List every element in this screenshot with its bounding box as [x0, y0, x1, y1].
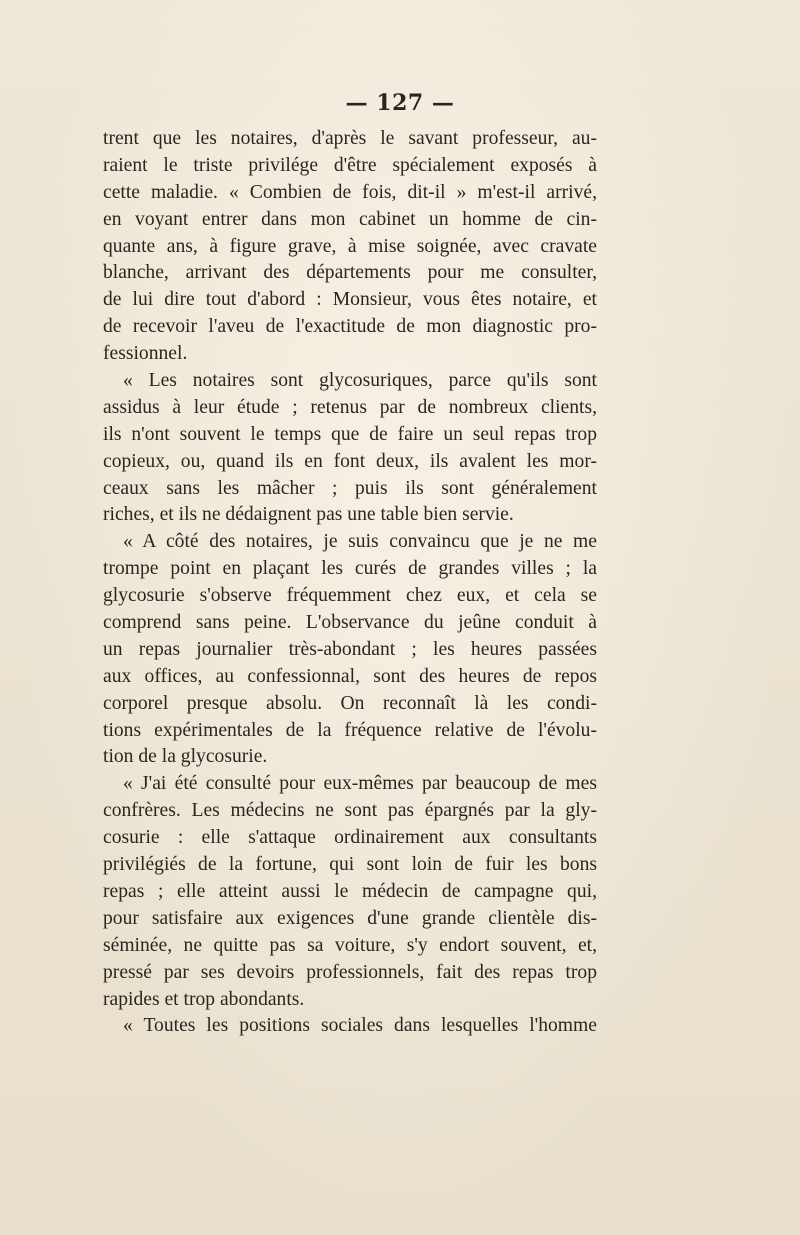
text-line: repas ; elle atteint aussi le médecin de campagne qui,	[103, 880, 597, 902]
text-line: « J'ai été consulté pour eux-mêmes par beaucoup de mes	[123, 773, 597, 795]
text-line: glycosurie s'observe fréquemment chez eux, et cela se	[103, 585, 597, 607]
text-line: un repas journalier très-abondant ; les heures passées	[103, 638, 597, 660]
text-line: trent que les notaires, d'après le savant professeur, au-	[103, 128, 597, 149]
text-line: « A côté des notaires, je suis convaincu que je ne me	[123, 531, 597, 553]
text-line: tions expérimentales de la fréquence relative de l'évolu-	[103, 719, 597, 741]
text-line: de recevoir l'aveu de l'exactitude de mon diagnostic pro-	[103, 316, 597, 338]
text-line: rapides et trop abondants.	[103, 988, 305, 1010]
text-line: ceaux sans les mâcher ; puis ils sont généralement	[103, 477, 597, 499]
text-line: blanche, arrivant des départements pour me consulter,	[103, 262, 597, 284]
text-line: « Toutes les positions sociales dans lesquelles l'homme	[123, 1015, 597, 1037]
text-line: riches, et ils ne dédaignent pas une table bien servie.	[103, 504, 514, 526]
text-line: corporel presque absolu. On reconnaît là les condi-	[103, 692, 597, 714]
text-line: cosurie : elle s'attaque ordinairement aux consultants	[103, 827, 597, 849]
text-line: pour satisfaire aux exigences d'une grande clientèle dis-	[103, 907, 597, 929]
text-line: privilégiés de la fortune, qui sont loin de fuir les bons	[103, 854, 597, 876]
text-line: cette maladie. « Combien de fois, dit-il » m'est-il arrivé,	[103, 181, 597, 203]
text-line: comprend sans peine. L'observance du jeûne conduit à	[103, 612, 597, 634]
page-number: — 127 —	[345, 90, 455, 116]
text-line: en voyant entrer dans mon cabinet un homme de cin-	[103, 208, 597, 230]
text-line: raient le triste privilége d'être spécialement exposés à	[103, 154, 597, 176]
text-line: pressé par ses devoirs professionnels, fait des repas trop	[103, 961, 597, 983]
text-line: trompe point en plaçant les curés de grandes villes ; la	[103, 558, 597, 580]
text-line: de lui dire tout d'abord : Monsieur, vous êtes notaire, et	[103, 289, 597, 311]
text-line: confrères. Les médecins ne sont pas épargnés par la gly-	[103, 800, 597, 822]
body-text	[103, 126, 597, 1040]
text-line: copieux, ou, quand ils en font deux, ils avalent les mor-	[103, 450, 597, 472]
text-line: ils n'ont souvent le temps que de faire un seul repas trop	[103, 423, 597, 445]
text-line: tion de la glycosurie.	[103, 746, 268, 768]
text-line: aux offices, au confessionnal, sont des heures de repos	[103, 665, 597, 687]
text-line: assidus à leur étude ; retenus par de nombreux clients,	[103, 396, 597, 418]
text-line: séminée, ne quitte pas sa voiture, s'y endort souvent, et,	[103, 934, 597, 956]
text-line: fessionnel.	[103, 343, 188, 365]
text-line: « Les notaires sont glycosuriques, parce qu'ils sont	[123, 370, 597, 392]
text-line: quante ans, à figure grave, à mise soignée, avec cravate	[103, 235, 597, 257]
